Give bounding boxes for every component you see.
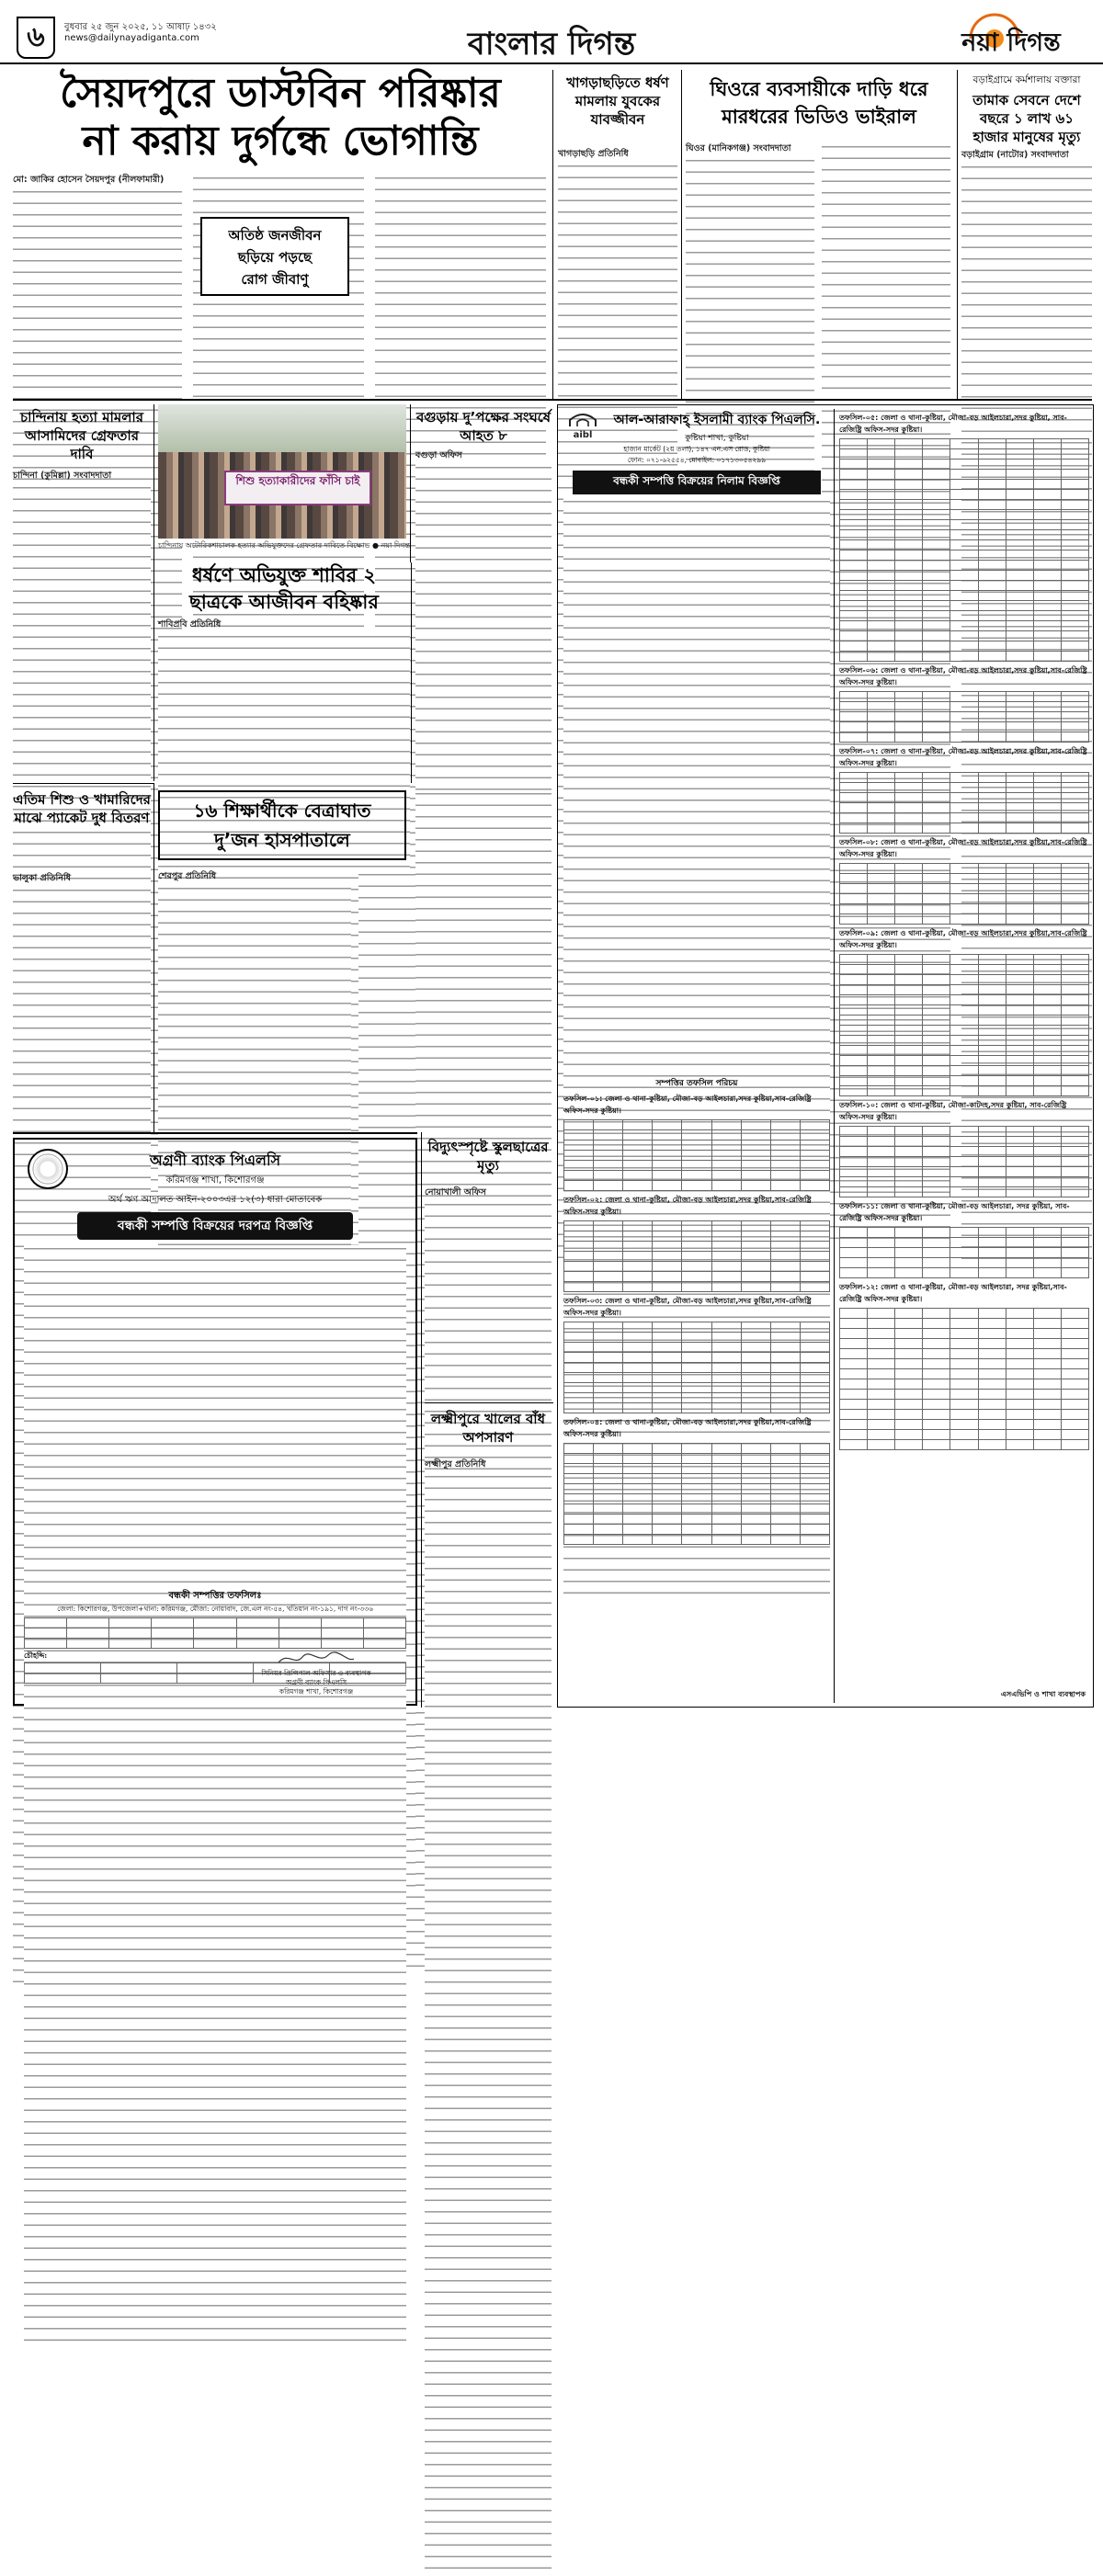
table-row (840, 1167, 1089, 1177)
table-row (564, 1363, 830, 1373)
table-row (564, 1454, 830, 1464)
table-row (840, 550, 1089, 561)
baraigram-headline: তামাক সেবনে দেশে বছরে ১ লাখ ৬১ হাজার মানুষের মৃত্যু (972, 92, 1081, 145)
table-row (840, 955, 1089, 965)
table-row (840, 1177, 1089, 1187)
table-row (840, 712, 1089, 722)
table-row (840, 1268, 1089, 1278)
table-row (840, 520, 1089, 530)
aibl-tables-left (563, 1094, 830, 1545)
table-row (840, 1329, 1089, 1339)
students-headline-box: ১৬ শিক্ষার্থীকে বেত্রাঘাত দু’জন হাসপাতালে (158, 790, 406, 860)
aibl-left-schedule-table (563, 1443, 830, 1545)
table-row (564, 1383, 830, 1393)
aibl-right-schedule-title: তফসিল-০৯: জেলা ও থানা-কুষ্টিয়া, মৌজা-বড় আইলচারা,সদর কুষ্টিয়া,সাব-রেজিষ্ট্রি অফিস-সদর কুষ্টিয়া। (839, 929, 1087, 949)
lead-story (13, 70, 548, 395)
table-row (564, 1161, 830, 1171)
table-row (840, 894, 1089, 904)
table-row (840, 530, 1089, 540)
table-row (840, 1238, 1089, 1248)
table-row (564, 1343, 830, 1353)
aibl-right-schedule-table (839, 1126, 1089, 1197)
story-orphan-milk: এতিম শিশু ও খামারিদের মাঝে প্যাকেট দুধ বিতরণ ভালুকা প্রতিনিধি (13, 787, 151, 1129)
table-row (840, 1147, 1089, 1157)
aibl-arch-icon (568, 413, 597, 427)
story-ghior: ঘিওরে ব্যবসায়ীকে দাড়ি ধরে মারধরের ভিডিও ভাইরাল ঘিওর (মানিকগঞ্জ) সংবাদদাতা (686, 70, 952, 397)
table-row (840, 460, 1089, 470)
table-row (564, 1140, 830, 1151)
table-row (564, 1262, 830, 1272)
aibl-left-schedule-title: তফসিল-০৩: জেলা ও থানা-কুষ্টিয়া, মৌজা-বড় আইলচারা,সদর কুষ্টিয়া,সাব-রেজিষ্ট্রি অফিস-সদর কুষ্টিয়া। (563, 1297, 812, 1317)
table-row (840, 1248, 1089, 1258)
aibl-tables-right (839, 413, 1089, 1450)
ghior-headline: ঘিওরে ব্যবসায়ীকে দাড়ি ধরে মারধরের ভিডিও ভাইরাল (710, 78, 928, 128)
protest-banner: শিশু হত্যাকারীদের ফাঁসি চাই (224, 471, 371, 505)
table-row (840, 1228, 1089, 1238)
newspaper-logo: নয়া দিগন্ত (928, 13, 1094, 53)
table-row (840, 1026, 1089, 1036)
table-row (564, 1444, 830, 1454)
table-row (840, 1066, 1089, 1076)
aibl-right-schedule-title: তফসিল-১১: জেলা ও থানা-কুষ্টিয়া, মৌজা-বড় আইলচারা, সদর কুষ্টিয়া, সাব-রেজিষ্ট্রি অফিস-সদর কুষ্টিয়া। (839, 1202, 1070, 1222)
table-row (840, 1379, 1089, 1390)
table-row (564, 1373, 830, 1383)
table-row (840, 490, 1089, 500)
table-row (564, 1242, 830, 1252)
table-row (840, 1390, 1089, 1400)
agrani-logo (28, 1149, 68, 1189)
table-row (840, 1258, 1089, 1268)
table-row (564, 1322, 830, 1333)
table-row (840, 1076, 1089, 1086)
lakshmipur-headline: লক্ষ্মীপুরে খালের বাঁধ অপসারণ (430, 1411, 546, 1446)
table-row (840, 783, 1089, 793)
table-row (840, 439, 1089, 449)
table-row (840, 995, 1089, 1005)
baraigram-kicker: বড়াইগ্রামে কর্মশালায় বক্তারা (972, 74, 1081, 85)
table-row (840, 1187, 1089, 1197)
aibl-title-bar: বন্ধকী সম্পত্তি বিক্রয়ের নিলাম বিজ্ঞপ্তি (573, 471, 821, 494)
agrani-bank-ad: অগ্রণী ব্যাংক পিএলসি করিমগঞ্জ শাখা, কিশোরগঞ্জ অর্থ ঋণ আদালত আইন-২০০৩এর ১২(৩) ধারা মোতাবেক বন্ধকী সম্পত্তি বিক্রয়ের দরপত্র বিজ্ঞপ্তি বন্ধকী সম্পত্তির তফসিলঃ জেলা: কিশোরগঞ্জ, উপজেলা+থানা: করিমগঞ্জ, মৌজা: নোয়াবাদ, জে.এল নং-৫৪, খতিয়ান নং-১৯১, দাগ নং-৩৩৬ চৌহদ্দি: সিনিয়র প্রিন্সিপাল অফিসার ও ব্যবস্থাপক অগ্রণী ব্যাংক পিএলসি করিমগঞ্জ শাখা, কিশোরগঞ্জ (13, 1138, 417, 1706)
table-row (840, 591, 1089, 601)
table-row (840, 1086, 1089, 1096)
news-photo (158, 404, 411, 553)
agrani-schedule-table (24, 1617, 406, 1649)
aibl-right-schedule-table (839, 691, 1089, 743)
lead-column-3 (375, 175, 546, 392)
table-row (840, 449, 1089, 460)
aibl-right-schedule-title: তফসিল-০৭: জেলা ও থানা-কুষ্টিয়া, মৌজা-বড় আইলচারা,সদর কুষ্টিয়া,সাব-রেজিষ্ট্রি অফিস-সদর কুষ্টিয়া। (839, 747, 1087, 767)
table-row (840, 1420, 1089, 1430)
table-row (840, 1430, 1089, 1440)
table-row (840, 904, 1089, 914)
aibl-right-schedule-table (839, 772, 1089, 834)
table-row (840, 773, 1089, 783)
aibl-left-schedule-title: তফসিল-০১: জেলা ও থানা-কুষ্টিয়া, মৌজা-বড় আইলচারা,সদর কুষ্টিয়া,সাব-রেজিষ্ট্রি অফিস-সদর কুষ্টিয়া। (563, 1095, 812, 1115)
table-row (840, 1309, 1089, 1319)
table-row (564, 1231, 830, 1242)
table-row (564, 1403, 830, 1413)
table-row (840, 985, 1089, 995)
table-row (840, 540, 1089, 550)
email-address[interactable]: news@dailynayadiganta.com (64, 33, 199, 43)
table-row (840, 813, 1089, 823)
story-shabir: ধর্ষণে অভিযুক্ত শাবির ২ ছাত্রকে আজীবন বহিষ্কার শাবিপ্রবি প্রতিনিধি (158, 559, 410, 781)
table-row (840, 914, 1089, 925)
aibl-right-schedule-table (839, 1308, 1089, 1450)
table-row (840, 561, 1089, 571)
bogura-headline: বগুড়ায় দু’পক্ষের সংঘর্ষে আহত ৮ (415, 409, 552, 444)
table-row (840, 732, 1089, 743)
table-row (840, 884, 1089, 894)
table-row (840, 965, 1089, 975)
lead-headline: সৈয়দপুরে ডাস্টবিন পরিষ্কার না করায় দুর্গন্ধে ভোগান্তি (60, 70, 501, 165)
chandina-headline: চান্দিনায় হত্যা মামলার আসামিদের গ্রেফতার দাবি (20, 409, 143, 462)
story-lakshmipur: লক্ষ্মীপুরে খালের বাঁধ অপসারণ লক্ষ্মীপুর প্রতিনিধি (425, 1406, 552, 1708)
table-row (564, 1504, 830, 1515)
table-row (840, 1157, 1089, 1167)
table-row (840, 722, 1089, 732)
table-row (564, 1535, 830, 1545)
story-students-caned: ১৬ শিক্ষার্থীকে বেত্রাঘাত দু’জন হাসপাতালে শেরপুর প্রতিনিধি (158, 783, 553, 1129)
table-row (840, 1046, 1089, 1056)
table-row (840, 480, 1089, 490)
table-row (840, 652, 1089, 662)
aibl-right-schedule-title: তফসিল-১০: জেলা ও থানা-কুষ্টিয়া, মৌজা-কাটদহ,সদর কুষ্টিয়া, সাব-রেজিষ্ট্রি অফিস-সদর কুষ্টিয়া। (839, 1101, 1067, 1121)
issue-date: বুধবার ২৫ জুন ২০২৫, ১১ আষাঢ় ১৪৩২ (64, 22, 217, 32)
aibl-bank-name: আল-আরাফাহ্ ইসলামী ব্যাংক পিএলসি. (613, 413, 821, 427)
table-row (840, 470, 1089, 480)
table-row (564, 1484, 830, 1494)
aibl-right-schedule-table (839, 863, 1089, 925)
agrani-title-bar: বন্ধকী সম্পত্তি বিক্রয়ের দরপত্র বিজ্ঞপ্তি (77, 1212, 353, 1240)
table-row (840, 975, 1089, 985)
story-bogura: বগুড়ায় দু’পক্ষের সংঘর্ষে আহত ৮ বগুড়া অফিস (415, 404, 552, 779)
table-row (564, 1393, 830, 1403)
aibl-auction-ad: aibl আল-আরাফাহ্ ইসলামী ব্যাংক পিএলসি. কুষ্টিয়া শাখা, কুষ্টিয়া হাজান মার্কেট (২য় তলা), ১৪৭ এন.এস রোড, কুষ্টিয়া ফোন: ০৭১-৬২৫৫৪, মোবাইল: ০১৭১৩০৫৪২৯৯ বন্ধকী সম্পত্তি বিক্রয়ের নিলাম বিজ্ঞপ্তি সম্পত্তির তফসিল পরিচয় তফসিল-০১: জেলা ও থানা-কুষ্টিয়া, মৌজা-বড় আইলচারা,সদর কুষ্টিয়া,সাব-রেজিষ্ট্রি অফিস-সদর কুষ্টিয়া। তফসিল-০২: জেলা ও থানা-কুষ্টিয়া, মৌজা-বড় আইলচারা,সদর কুষ্টিয়া,সাব-রেজিষ্ট্রি অফিস-সদর কুষ্টিয়া। তফসিল-০৩: জেলা ও থানা-কুষ্টিয়া, মৌজা-বড় আইলচারা,সদর কুষ্টিয়া,সাব-রেজিষ্ট্রি অফিস-সদর কুষ্টিয়া। তফসিল-০৪: জেলা ও থানা-কুষ্টিয়া, মৌজা-বড় আইলচারা,সদর কুষ্টিয়া,সাব-রেজিষ্ট্রি অফিস-সদর কুষ্টিয়া। তফসিল-০৫: জেলা ও থানা-কুষ্টিয়া, মৌজা-বড় আইলচারা,সদর কুষ্টিয়া, সাব-রেজিষ্ট্রি অফিস-সদর কুষ্টিয়া। তফসিল-০৬: জেলা ও থানা-কুষ্টিয়া, মৌজা-বড় আইলচারা,সদর কুষ্টিয়া,সাব-রেজিষ্ট্রি অফিস-সদর কুষ্টিয়া। তফসিল-০৭: জেলা ও থানা-কুষ্টিয়া, মৌজা-বড় আইলচারা,সদর কুষ্টিয়া,সাব-রেজিষ্ট্রি অফিস-সদর কুষ্টিয়া। তফসিল-০৮: জেলা ও থানা-কুষ্টিয়া, মৌজা-বড় আইলচারা,সদর কুষ্টিয়া,সাব-রেজিষ্ট্রি অফিস-সদর কুষ্টিয়া। তফসিল-০৯: জেলা ও থানা-কুষ্টিয়া, মৌজা-বড় আইলচারা,সদর কুষ্টিয়া,সাব-রেজিষ্ট্রি অফিস-সদর কুষ্টিয়া। তফসিল-১০: জেলা ও থানা-কুষ্টিয়া, মৌজা-কাটদহ,সদর কুষ্টিয়া, সাব-রেজিষ্ট্রি অফিস-সদর কুষ্টিয়া। তফসিল-১১: জেলা ও থানা-কুষ্টিয়া, মৌজা-বড় আইলচারা, সদর কুষ্টিয়া, সাব-রেজিষ্ট্রি অফিস-সদর কুষ্টিয়া। তফসিল-১২: জেলা ও থানা-কুষ্টিয়া, মৌজা-বড় আইলচারা, সদর কুষ্টিয়া,সাব-রেজিষ্ট্রি অফিস-সদর কুষ্টিয়া। এসএভিপি ও শাখা ব্যবস্থাপক (557, 404, 1094, 1708)
photo-caption: চান্দিনায় অটোরিকশাচালক হত্যার অভিযুক্তদের গ্রেফতার দাবিতে বিক্ষোভ ● নয়া দিগন্ত (158, 541, 411, 550)
table-row (840, 581, 1089, 591)
table-row (840, 803, 1089, 813)
table-row (840, 1137, 1089, 1147)
electric-headline: বিদ্যুৎস্পৃষ্টে স্কুলছাত্রের মৃত্যু (427, 1139, 549, 1174)
table-row (840, 864, 1089, 874)
table-row (840, 1016, 1089, 1026)
aibl-left-schedule-table (563, 1119, 830, 1191)
table-row (840, 1319, 1089, 1329)
table-row (564, 1333, 830, 1343)
aibl-right-schedule-title: তফসিল-০৬: জেলা ও থানা-কুষ্টিয়া, মৌজা-বড় আইলচারা,সদর কুষ্টিয়া,সাব-রেজিষ্ট্রি অফিস-সদর কুষ্টিয়া। (839, 666, 1087, 687)
table-row (564, 1151, 830, 1161)
aibl-left-schedule-table (563, 1322, 830, 1413)
table-row (564, 1282, 830, 1292)
aibl-right-schedule-table (839, 438, 1089, 662)
table-row (840, 702, 1089, 712)
section-title: বাংলার দিগন্ত (467, 26, 636, 62)
table-row (840, 1127, 1089, 1137)
table-row (840, 1440, 1089, 1450)
shabir-headline: ধর্ষণে অভিযুক্ত শাবির ২ ছাত্রকে আজীবন বহিষ্কার (189, 564, 379, 613)
table-row (840, 823, 1089, 834)
story-chandina: চান্দিনায় হত্যা মামলার আসামিদের গ্রেফতার দাবি চান্দিনা (কুমিল্লা) সংবাদদাতা (13, 404, 151, 779)
aibl-right-schedule-table (839, 954, 1089, 1096)
table-row (564, 1181, 830, 1191)
aibl-footer: এসএভিপি ও শাখা ব্যবস্থাপক (1000, 1690, 1086, 1698)
table-row (840, 793, 1089, 803)
table-row (564, 1474, 830, 1484)
story-baraigram: বড়াইগ্রামে কর্মশালায় বক্তারা তামাক সেবনে দেশে বছরে ১ লাখ ৬১ হাজার মানুষের মৃত্যু বড়াইগ্রাম (নাটোর) সংবাদদাতা (961, 70, 1092, 397)
table-row (840, 510, 1089, 520)
table-row (840, 1349, 1089, 1359)
table-row (840, 1036, 1089, 1046)
table-row (564, 1171, 830, 1181)
aibl-right-schedule-title: তফসিল-০৮: জেলা ও থানা-কুষ্টিয়া, মৌজা-বড় আইলচারা,সদর কুষ্টিয়া,সাব-রেজিষ্ট্রি অফিস-সদর কুষ্টিয়া। (839, 838, 1087, 858)
table-row (564, 1221, 830, 1231)
table-row (840, 641, 1089, 652)
table-row (840, 1339, 1089, 1349)
table-row (840, 1400, 1089, 1410)
table-row (564, 1494, 830, 1504)
page-number: ৬ (17, 17, 55, 59)
aibl-left-schedule-title: তফসিল-০২: জেলা ও থানা-কুষ্টিয়া, মৌজা-বড় আইলচারা,সদর কুষ্টিয়া,সাব-রেজিষ্ট্রি অফিস-সদর কুষ্টিয়া। (563, 1196, 812, 1216)
khagrachhari-headline: খাগড়াছড়িতে ধর্ষণ মামলায় যুবকের যাবজ্জীবন (566, 74, 669, 128)
table-row (840, 1410, 1089, 1420)
table-row (840, 631, 1089, 641)
table-row (840, 621, 1089, 631)
lead-column-1: মো: জাকির হোসেন সৈয়দপুর (নীলফামারী) (13, 175, 182, 392)
aibl-right-schedule-title: তফসিল-১২: জেলা ও থানা-কুষ্টিয়া, মৌজা-বড় আইলচারা, সদর কুষ্টিয়া,সাব-রেজিষ্ট্রি অফিস-সদর কুষ্টিয়া। (839, 1283, 1067, 1303)
table-row (564, 1272, 830, 1282)
table-row (840, 611, 1089, 621)
table-row (564, 1464, 830, 1474)
table-row (840, 874, 1089, 884)
aibl-left-schedule-table (563, 1220, 830, 1292)
table-row (840, 692, 1089, 702)
table-row (564, 1130, 830, 1140)
story-khagrachhari: খাগড়াছড়িতে ধর্ষণ মামলায় যুবকের যাবজ্জীবন খাগড়াছড়ি প্রতিনিধি (558, 70, 677, 397)
table-row (840, 1056, 1089, 1066)
table-row (840, 601, 1089, 611)
aibl-right-schedule-title: তফসিল-০৫: জেলা ও থানা-কুষ্টিয়া, মৌজা-বড় আইলচারা,সদর কুষ্টিয়া, সাব-রেজিষ্ট্রি অফিস-সদর কুষ্টিয়া। (839, 414, 1067, 434)
table-row (564, 1515, 830, 1525)
story-electrocution: বিদ্যুৎস্পৃষ্টে স্কুলছাত্রের মৃত্যু নোয়াখালী অফিস (425, 1134, 552, 1401)
table-row (840, 1369, 1089, 1379)
table-row (564, 1120, 830, 1130)
table-row (564, 1252, 830, 1262)
table-row (564, 1353, 830, 1363)
agrani-signature: সিনিয়র প্রিন্সিপাল অফিসার ও ব্যবস্থাপক অগ্রণী ব্যাংক পিএলসি করিমগঞ্জ শাখা, কিশোরগঞ্জ (233, 1651, 399, 1697)
orphan-headline: এতিম শিশু ও খামারিদের মাঝে প্যাকেট দুধ বিতরণ (13, 791, 151, 826)
aibl-logo: aibl (563, 413, 602, 440)
aibl-right-schedule-table (839, 1227, 1089, 1278)
masthead (0, 0, 1103, 66)
signature-mark (275, 1651, 358, 1666)
table-row (840, 1359, 1089, 1369)
aibl-left-schedule-title: তফসিল-০৪: জেলা ও থানা-কুষ্টিয়া, মৌজা-বড় আইলচারা,সদর কুষ্টিয়া,সাব-রেজিষ্ট্রি অফিস-সদর কুষ্টিয়া। (563, 1418, 812, 1438)
table-row (840, 500, 1089, 510)
table-row (840, 571, 1089, 581)
table-row (564, 1525, 830, 1535)
agrani-bank-name: অগ্রণী ব্যাংক পিএলসি (149, 1152, 281, 1169)
table-row (840, 1005, 1089, 1016)
lead-pull-quote: অতিষ্ঠ জনজীবন ছড়িয়ে পড়ছে রোগ জীবাণু (200, 217, 349, 296)
